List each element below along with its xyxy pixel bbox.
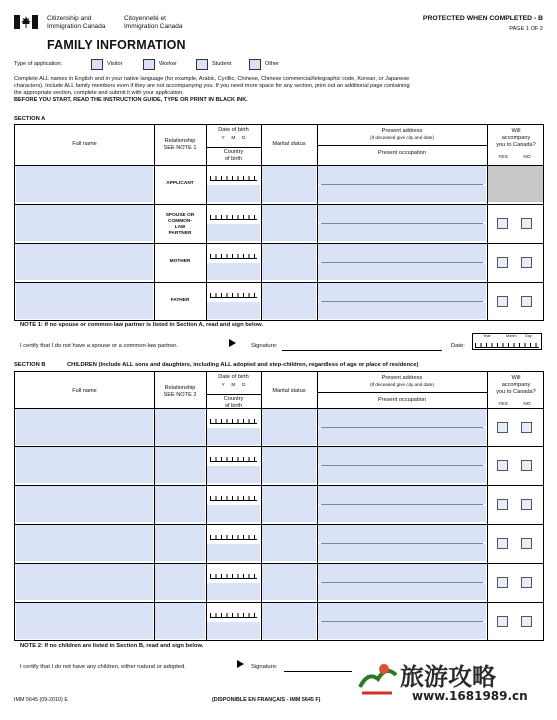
marital-header: Marital status xyxy=(272,388,306,394)
french-availability: (DISPONIBLE EN FRANÇAIS - IMM 5645 F) xyxy=(212,697,321,703)
date-field[interactable] xyxy=(472,333,542,350)
other-label: Other xyxy=(265,61,279,67)
relationship-label: SPOUSE OR COMMON-LAW PARTNER xyxy=(165,213,195,236)
accompany-no-checkbox[interactable] xyxy=(521,422,532,433)
section-a-table xyxy=(14,124,544,321)
relationship-field[interactable] xyxy=(155,409,205,445)
country-sub-header: of birth xyxy=(224,156,243,162)
relationship-field[interactable] xyxy=(155,525,205,561)
relationship-header: Relationship xyxy=(164,385,196,391)
ymd-header: Y M D xyxy=(221,383,246,388)
occupation-header: Present occupation xyxy=(378,150,426,156)
date-month-label: Month xyxy=(506,334,517,338)
accompany-no-checkbox[interactable] xyxy=(521,296,532,307)
student-checkbox[interactable] xyxy=(196,59,208,70)
address-field[interactable] xyxy=(318,166,486,184)
accompany-header-2: accompany xyxy=(501,382,531,388)
full-name-header: Full name xyxy=(72,388,97,394)
full-name-field[interactable] xyxy=(16,603,153,639)
marital-status-field[interactable] xyxy=(262,603,316,639)
full-name-header: Full name xyxy=(72,141,97,147)
relationship-field[interactable] xyxy=(155,564,205,600)
gov-name-fr-line2: Immigration Canada xyxy=(124,22,183,30)
ymd-header: Y M D xyxy=(221,136,246,141)
accompany-yes-checkbox[interactable] xyxy=(497,257,508,268)
full-name-field[interactable] xyxy=(16,409,153,445)
form-number: IMM 5645 (09-2010) E xyxy=(14,697,68,703)
address-field[interactable] xyxy=(318,603,486,621)
signature-line-a[interactable] xyxy=(282,350,442,351)
country-header: Country xyxy=(223,396,244,402)
address-divider xyxy=(317,392,487,393)
accompany-yes-checkbox[interactable] xyxy=(497,218,508,229)
relationship-label: FATHER xyxy=(170,298,190,303)
marital-status-field[interactable] xyxy=(262,564,316,600)
accompany-header-2: accompany xyxy=(501,135,531,141)
accompany-no-checkbox[interactable] xyxy=(521,499,532,510)
country-field[interactable] xyxy=(207,428,260,445)
section-a-title: SECTION A xyxy=(14,116,46,122)
relationship-label: MOTHER xyxy=(169,259,191,264)
arrow-icon xyxy=(237,660,244,668)
accompany-yes-checkbox[interactable] xyxy=(497,616,508,627)
section-b-title: SECTION B xyxy=(14,362,46,368)
address-field[interactable] xyxy=(318,525,486,543)
marital-status-field[interactable] xyxy=(262,447,316,483)
country-field[interactable] xyxy=(207,583,260,600)
relationship-label: APPLICANT xyxy=(166,181,194,186)
occupation-field[interactable] xyxy=(318,544,486,561)
country-field[interactable] xyxy=(207,263,260,280)
marital-header: Marital status xyxy=(272,141,306,147)
accompany-disabled xyxy=(488,166,543,202)
date-label: Date: xyxy=(451,343,465,349)
accompany-no-checkbox[interactable] xyxy=(521,257,532,268)
full-name-field[interactable] xyxy=(16,283,153,319)
address-sub-header: (If deceased give city and date) xyxy=(370,135,434,140)
occupation-field[interactable] xyxy=(318,224,486,241)
accompany-yes-checkbox[interactable] xyxy=(497,422,508,433)
dob-field[interactable] xyxy=(210,612,257,618)
address-field[interactable] xyxy=(318,409,486,427)
address-field[interactable] xyxy=(318,447,486,465)
relationship-field[interactable] xyxy=(155,603,205,639)
marital-status-field[interactable] xyxy=(262,166,316,202)
application-type-label: Type of application: xyxy=(14,61,63,67)
gov-name-en-line1: Citizenship and xyxy=(47,15,92,22)
marital-status-field[interactable] xyxy=(262,525,316,561)
worker-label: Worker xyxy=(159,61,177,67)
address-header: Present address xyxy=(381,375,423,381)
yes-header: YES xyxy=(498,402,508,407)
accompany-yes-checkbox[interactable] xyxy=(497,296,508,307)
dob-field[interactable] xyxy=(210,418,257,424)
country-sub-header: of birth xyxy=(224,403,243,409)
dob-divider xyxy=(206,394,261,395)
address-sub-header: (If deceased give city and date) xyxy=(370,382,434,387)
accompany-header-3: you to Canada? xyxy=(496,142,536,148)
instructions-line1: Complete ALL names in English and in your native language (for example, Arabic, Cyrillic, Chinese, Chinese commercial/telegraphic code, Korean, or Japanese xyxy=(14,76,410,82)
occupation-field[interactable] xyxy=(318,185,486,202)
date-ticks xyxy=(475,342,539,348)
accompany-no-checkbox[interactable] xyxy=(521,460,532,471)
no-header: NO xyxy=(523,402,531,407)
accompany-no-checkbox[interactable] xyxy=(521,538,532,549)
instructions-line4: BEFORE YOU START, READ THE INSTRUCTION GUIDE, TYPE OR PRINT IN BLACK INK. xyxy=(14,97,248,103)
full-name-field[interactable] xyxy=(16,525,153,561)
relationship-header: Relationship xyxy=(164,138,196,144)
full-name-field[interactable] xyxy=(16,564,153,600)
canada-flag-logo xyxy=(14,15,38,29)
address-divider xyxy=(317,145,487,146)
date-field-header xyxy=(473,334,541,340)
worker-checkbox[interactable] xyxy=(143,59,155,70)
dob-field[interactable] xyxy=(210,292,257,298)
country-field[interactable] xyxy=(207,224,260,241)
marital-status-field[interactable] xyxy=(262,244,316,280)
visitor-checkbox[interactable] xyxy=(91,59,103,70)
relationship-note-header: SEE NOTE 1 xyxy=(163,145,197,151)
date-year-label: Year xyxy=(483,334,491,338)
dob-field[interactable] xyxy=(210,214,257,220)
certify-no-children: I certify that I do not have any children, either natural or adopted. xyxy=(20,664,186,670)
section-b-table xyxy=(14,371,544,641)
accompany-yes-checkbox[interactable] xyxy=(497,499,508,510)
accompany-header: Will xyxy=(511,128,521,134)
full-name-field[interactable] xyxy=(16,447,153,483)
address-field[interactable] xyxy=(318,244,486,262)
watermark-logo-icon xyxy=(354,655,400,701)
occupation-field[interactable] xyxy=(318,263,486,280)
gov-name-fr xyxy=(124,15,183,30)
accompany-yes-checkbox[interactable] xyxy=(497,460,508,471)
dob-divider xyxy=(206,147,261,148)
watermark-text: 旅游攻略 xyxy=(400,663,496,691)
address-field[interactable] xyxy=(318,486,486,504)
accompany-no-checkbox[interactable] xyxy=(521,218,532,229)
no-header: NO xyxy=(523,155,531,160)
occupation-field[interactable] xyxy=(318,428,486,445)
student-label: Student xyxy=(212,61,232,67)
signature-label-b: Signature: xyxy=(251,664,278,670)
signature-label-a: Signature: xyxy=(251,343,278,349)
country-field[interactable] xyxy=(207,302,260,319)
yes-header: YES xyxy=(498,155,508,160)
dob-field[interactable] xyxy=(210,253,257,259)
full-name-field[interactable] xyxy=(16,486,153,522)
accompany-yes-checkbox[interactable] xyxy=(497,538,508,549)
visitor-label: Visitor xyxy=(107,61,123,67)
address-field[interactable] xyxy=(318,205,486,223)
country-header: Country xyxy=(223,149,244,155)
relationship-note-header: SEE NOTE 2 xyxy=(163,392,197,398)
gov-name-en xyxy=(47,15,106,30)
occupation-field[interactable] xyxy=(318,622,486,639)
country-field[interactable] xyxy=(207,185,260,202)
dob-field[interactable] xyxy=(210,573,257,579)
other-checkbox[interactable] xyxy=(249,59,261,70)
address-header: Present address xyxy=(381,128,423,134)
country-field[interactable] xyxy=(207,466,260,483)
marital-status-field[interactable] xyxy=(262,409,316,445)
dob-field[interactable] xyxy=(210,175,257,181)
marital-status-field[interactable] xyxy=(262,283,316,319)
instructions-line3: the appropriate section, complete and submit it with your application. xyxy=(14,90,184,96)
section-b-subtitle: CHILDREN (Include ALL sons and daughters, including ALL adopted and step-children, regardless of age or place of residence) xyxy=(67,362,419,368)
relationship-field[interactable] xyxy=(155,447,205,483)
occupation-header: Present occupation xyxy=(378,397,426,403)
dob-field[interactable] xyxy=(210,495,257,501)
accompany-header-3: you to Canada? xyxy=(496,389,536,395)
accompany-header: Will xyxy=(511,375,521,381)
country-field[interactable] xyxy=(207,622,260,639)
occupation-field[interactable] xyxy=(318,302,486,319)
note-2: NOTE 2: If no children are listed in Section B, read and sign below. xyxy=(20,643,204,649)
country-field[interactable] xyxy=(207,505,260,522)
full-name-field[interactable] xyxy=(16,205,153,241)
dob-header: Date of birth xyxy=(218,374,249,380)
protected-label: PROTECTED WHEN COMPLETED - B xyxy=(422,15,543,22)
occupation-field[interactable] xyxy=(318,583,486,600)
arrow-icon xyxy=(229,339,236,347)
dob-field[interactable] xyxy=(210,456,257,462)
full-name-field[interactable] xyxy=(16,244,153,280)
instructions xyxy=(14,76,546,104)
form-title: FAMILY INFORMATION xyxy=(47,38,186,52)
watermark-url: www.1681989.cn xyxy=(412,689,528,703)
address-field[interactable] xyxy=(318,283,486,301)
signature-line-b[interactable] xyxy=(284,671,352,672)
marital-status-field[interactable] xyxy=(262,205,316,241)
occupation-field[interactable] xyxy=(318,505,486,522)
date-day-label: Day xyxy=(525,334,532,338)
page-number: PAGE 1 OF 2 xyxy=(509,26,543,32)
dob-field[interactable] xyxy=(210,534,257,540)
country-field[interactable] xyxy=(207,544,260,561)
full-name-field[interactable] xyxy=(16,166,153,202)
gov-name-fr-line1: Citoyenneté et xyxy=(124,15,166,22)
accompany-no-checkbox[interactable] xyxy=(521,577,532,588)
occupation-field[interactable] xyxy=(318,466,486,483)
note-1: NOTE 1: If no spouse or common-law partner is listed in Section A, read and sign below. xyxy=(20,322,264,328)
marital-status-field[interactable] xyxy=(262,486,316,522)
relationship-field[interactable] xyxy=(155,486,205,522)
certify-no-spouse: I certify that I do not have a spouse or a common-law partner. xyxy=(20,343,178,349)
address-field[interactable] xyxy=(318,564,486,582)
accompany-yes-checkbox[interactable] xyxy=(497,577,508,588)
dob-header: Date of birth xyxy=(218,127,249,133)
column-divider xyxy=(487,125,488,320)
gov-name-en-line2: Immigration Canada xyxy=(47,22,106,30)
column-divider xyxy=(487,372,488,640)
accompany-no-checkbox[interactable] xyxy=(521,616,532,627)
instructions-line2: characters). Include ALL family members even if they are not accompanying you. If you need more space for any section, print out an additional page containing xyxy=(14,83,410,89)
